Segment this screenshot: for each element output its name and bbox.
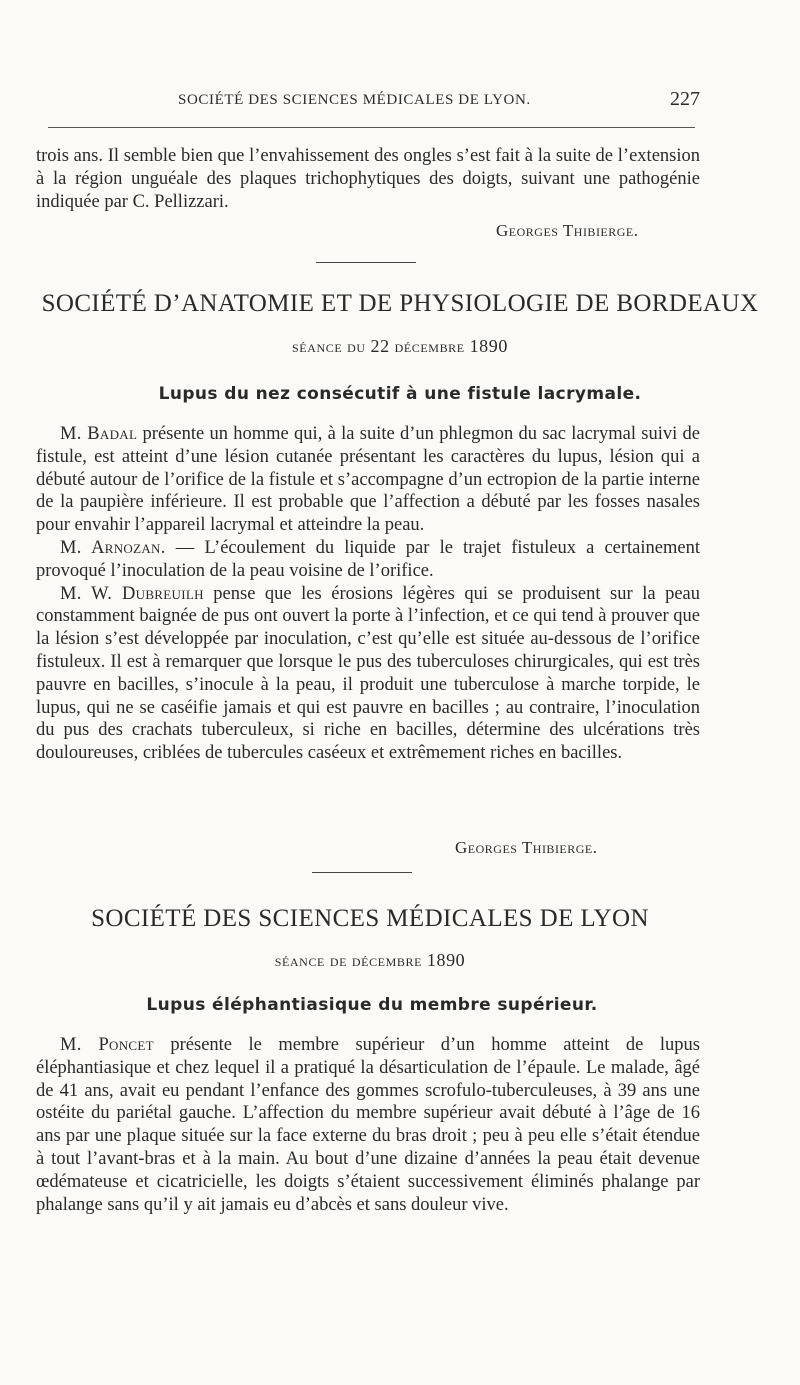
section1-paragraph-1 [36,423,700,537]
section2-seance [0,950,770,971]
section-divider [316,262,416,263]
section1-body [36,423,700,765]
seance-year: 1890 [426,950,466,970]
seance-day: 22 [370,336,390,356]
header-rule [48,127,695,128]
section2-body [36,1034,700,1216]
seance-prefix: séance du [292,337,366,356]
section2-society: SOCIÉTÉ DES SCIENCES MÉDICALES DE LYON [91,905,649,932]
section1-signature: Georges Thibierge. [455,838,598,857]
speaker-poncet: M. Poncet [60,1035,154,1055]
seance-year: 1890 [469,336,508,356]
section-divider [312,872,412,873]
section1-society: SOCIÉTÉ D’ANATOMIE ET DE PHYSIOLOGIE DE BORDEAUX [41,290,759,317]
speaker-dubreuilh: M. W. Dubreuilh [60,583,204,604]
section2-title: Lupus éléphantiasique du membre supérieur. [146,995,598,1015]
paragraph-text: pense que les érosions légères qui se produisent sur la peau constamment baignée de pus ont ouvert la porte à l’infection, et ce qui tend à prouver que la lésion s’est développée par inoculation, c’est qu’elle est située au-dessous de l’orifice fistuleux. Il est à remarquer que lorsque le pus des tuberculoses chirurgicales, qui est très pauvre en bacilles, s’inocule à la peau, il produit une tuberculose à marche torpide, le lupus, qui ne se caséifie jamais et qui est pauvre en bacilles ; au contraire, l’inoculation du pus des crachats tuberculeux, si riche en bacilles, détermine des ulcérations très douloureuses, criblées de tubercules caséeux et extrêmement riches en bacilles. [36,583,700,764]
section1-title: Lupus du nez consécutif à une fistule lacrymale. [158,384,642,404]
section1-paragraph-2 [36,537,700,583]
section2-paragraph-1 [36,1034,700,1216]
page-number: 227 [670,88,700,110]
paragraph-text: présente le membre supérieur d’un homme atteint de lupus éléphantiasique et chez lequel il a pratiqué la désarticulation de l’épaule. Le malade, âgé de 41 ans, avait eu pendant l’enfance des gommes scrofulo-tuberculeuses, à 39 ans une ostéite du pariétal gauche. L’affection du membre supérieur avait débuté à l’âge de 16 ans par une plaque située sur la face externe du bras droit ; peu à peu elle s’était étendue à tout l’avant-bras et à la main. Au bout d’une dizaine d’années la peau était devenue œdémateuse et cicatricielle, les doigts s’étaient successivement éliminés phalange par phalange sans qu’il y ait jamais eu d’abcès et sans douleur vive. [36,1035,700,1215]
seance-month: décembre [394,337,465,356]
running-title: SOCIÉTÉ DES SCIENCES MÉDICALES DE LYON. [178,92,531,108]
speaker-badal: M. Badal [60,424,138,444]
speaker-arnozan: M. Arnozan. [60,537,166,558]
paragraph-text: présente un homme qui, à la suite d’un phlegmon du sac lacrymal suivi de fistule, est atteint d’une lésion cutanée présentant les caractères du lupus, lésion qui a débuté autour de l’orifice de la fistule et s’accompagne d’un ectropion de la partie interne de la paupière inférieure. Il est probable que l’affection a débuté par les fosses nasales pour envahir l’appareil lacrymal et atteindre la peau. [36,424,701,536]
intro-block [36,145,700,213]
section1-paragraph-3 [36,583,700,765]
section1-seance [0,336,800,357]
seance-prefix: séance de décembre [274,951,423,970]
intro-paragraph: trois ans. Il semble bien que l’envahissement des ongles s’est fait à la suite de l’extension à la région unguéale des plaques trichophytiques des doigts, suivant une pathogénie indiquée par C. Pellizzari. [36,146,700,212]
paragraph-text: — L’écoulement du liquide par le trajet fistuleux a certainement provoqué l’inoculation de la peau voisine de l’orifice. [36,537,700,581]
intro-signature: Georges Thibierge. [496,221,639,240]
